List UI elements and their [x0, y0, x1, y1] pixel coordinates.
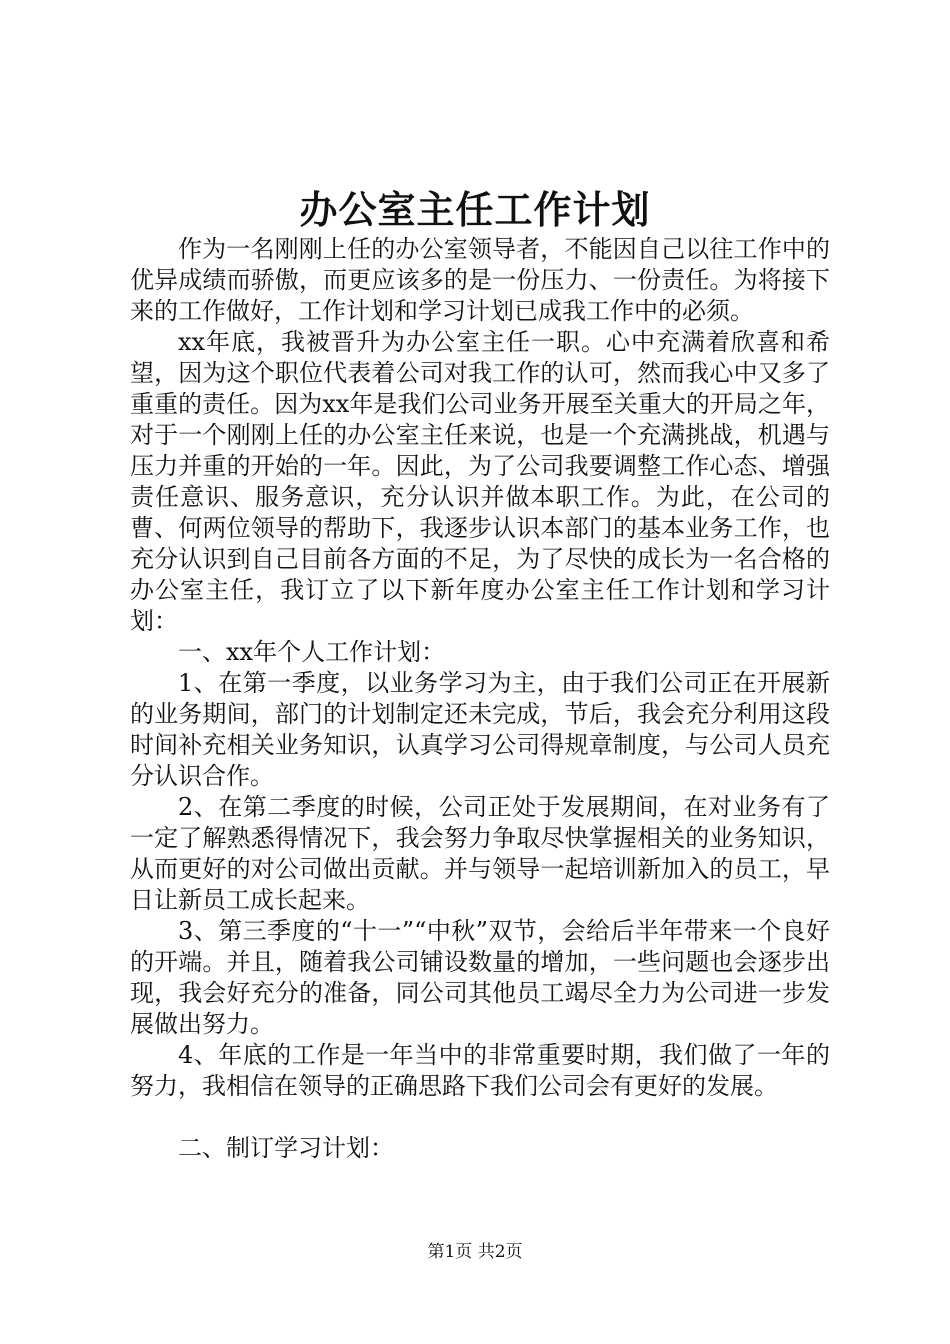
document-title: 办公室主任工作计划	[299, 187, 651, 232]
paragraph-q2: 2、在第二季度的时候，公司正处于发展期间，在对业务有了一定了解熟悉得情况下，我会努力争取尽快掌握相关的业务知识，从而更好的对公司做出贡献。并与领导一起培训新加入的员工，早日让新员工成长起来。	[130, 793, 830, 914]
document-body	[130, 234, 830, 1164]
paragraph-q4: 4、年底的工作是一年当中的非常重要时期，我们做了一年的努力，我相信在领导的正确思路下我们公司会有更好的发展。	[130, 1041, 830, 1100]
section-heading-work-plan: 一、xx年个人工作计划：	[178, 638, 446, 666]
paragraph-intro: 作为一名刚刚上任的办公室领导者，不能因自己以往工作中的优异成绩而骄傲，而更应该多的是一份压力、一份责任。为将接下来的工作做好，工作计划和学习计划已成我工作中的必须。	[130, 235, 830, 325]
paragraph-background: xx年底，我被晋升为办公室主任一职。心中充满着欣喜和希望，因为这个职位代表着公司对我工作的认可，然而我心中又多了重重的责任。因为xx年是我们公司业务开展至关重大的开局之年，对于一个刚刚上任的办公室主任来说，也是一个充满挑战，机遇与压力并重的开始的一年。因此，为了公司我要调整工作心态、增强责任意识、服务意识，充分认识并做本职工作。为此，在公司的曹、何两位领导的帮助下，我逐步认识本部门的基本业务工作，也充分认识到自己目前各方面的不足，为了尽快的成长为一名合格的办公室主任，我订立了以下新年度办公室主任工作计划和学习计划：	[130, 328, 830, 635]
page-footer: 第1页 共2页	[427, 1242, 523, 1262]
paragraph-q1: 1、在第一季度，以业务学习为主，由于我们公司正在开展新的业务期间，部门的计划制定还未完成，节后，我会充分利用这段时间补充相关业务知识，认真学习公司得规章制度，与公司人员充分认识合作。	[130, 669, 830, 790]
section-heading-study-plan: 二、制订学习计划：	[178, 1134, 394, 1162]
paragraph-q3: 3、第三季度的“十一”“中秋”双节，会给后半年带来一个良好的开端。并且，随着我公司铺设数量的增加，一些问题也会逐步出现，我会好充分的准备，同公司其他员工竭尽全力为公司进一步发展做出努力。	[130, 917, 830, 1038]
